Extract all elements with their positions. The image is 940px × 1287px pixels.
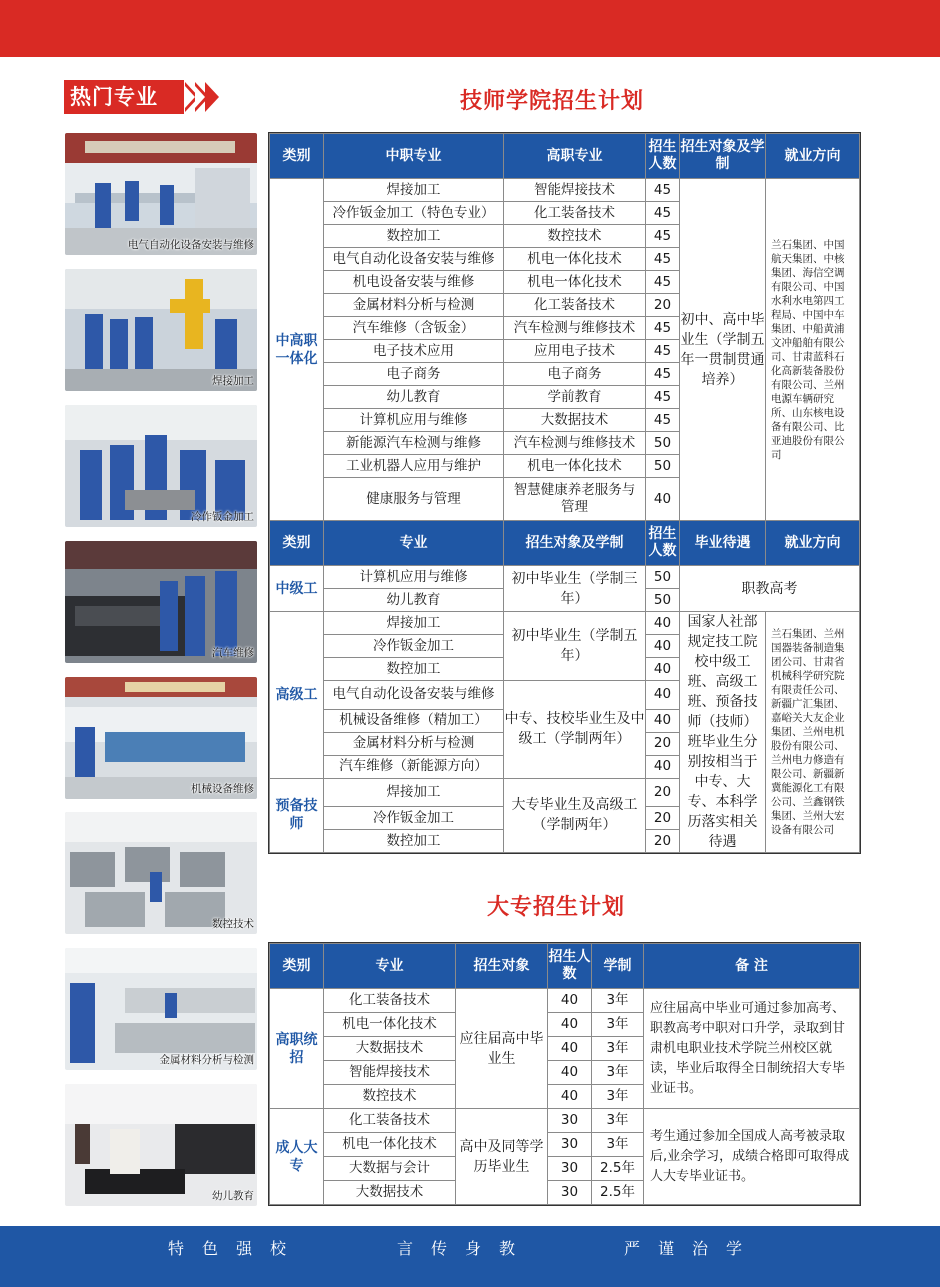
enrollment-count: 40 xyxy=(646,478,680,521)
enrollment-count: 45 xyxy=(646,179,680,202)
enrollment-count: 30 xyxy=(548,1157,592,1181)
enrollment-count: 45 xyxy=(646,202,680,225)
secondary-major: 计算机应用与维修 xyxy=(324,409,504,432)
header-enrollment: 招生人数 xyxy=(646,134,680,179)
enrollment-count: 40 xyxy=(646,612,680,635)
higher-major: 机电一体化技术 xyxy=(504,455,646,478)
category-intermediate: 中级工 xyxy=(270,566,324,612)
higher-major: 化工装备技术 xyxy=(504,294,646,317)
header-enrollment: 招生人数 xyxy=(548,944,592,989)
higher-major: 智能焊接技术 xyxy=(504,179,646,202)
photo-caption: 焊接加工 xyxy=(212,375,254,387)
table-row xyxy=(270,612,860,635)
enrollment-count: 50 xyxy=(646,566,680,589)
major: 冷作钣金加工 xyxy=(324,807,504,830)
category-preparatory-technician: 预备技师 xyxy=(270,778,324,853)
duration: 3年 xyxy=(592,1061,644,1085)
photo-caption: 电气自动化设备安装与维修 xyxy=(128,239,254,251)
enrollment-count: 45 xyxy=(646,363,680,386)
header-employment: 就业方向 xyxy=(766,134,860,179)
employment-direction: 兰石集团、中国航天集团、中核集团、海信空调有限公司、中国水利水电第四工程局、中国中车集团、中船黄浦文冲船舶有限公司、甘肃蓝科石化高新装备股份有限公司、兰州电源车辆研究所、山东核电设备有限公司、比亚迪股份有限公司 xyxy=(766,179,860,521)
enrollment-count: 40 xyxy=(646,709,680,732)
target-students: 中专、技校毕业生及中级工（学制两年） xyxy=(504,681,646,779)
header-target: 招生对象 xyxy=(456,944,548,989)
higher-major: 化工装备技术 xyxy=(504,202,646,225)
header-category: 类别 xyxy=(270,521,324,566)
header-employment: 就业方向 xyxy=(766,521,860,566)
employment-direction: 兰石集团、兰州国器装备制造集团公司、甘肃省机械科学研究院有限责任公司、新疆广汇集团、嘉峪关大友企业集团、兰州电机股份有限公司、兰州电力修造有限公司、新疆新冀能源化工有限公司、兰鑫钢铁集团、兰州大宏设备有限公司 xyxy=(766,612,860,853)
graduate-treatment-mid: 职教高考 xyxy=(680,566,860,612)
tech-college-title: 技师学院招生计划 xyxy=(460,89,645,114)
secondary-major: 新能源汽车检测与维修 xyxy=(324,432,504,455)
secondary-major: 机电设备安装与维修 xyxy=(324,271,504,294)
enrollment-count: 20 xyxy=(646,294,680,317)
badge-label: 热门专业 xyxy=(64,80,184,114)
college-plan-title: 大专招生计划 xyxy=(487,895,626,920)
enrollment-count: 50 xyxy=(646,455,680,478)
duration: 3年 xyxy=(592,1109,644,1133)
secondary-major: 电子技术应用 xyxy=(324,340,504,363)
secondary-major: 数控加工 xyxy=(324,225,504,248)
enrollment-count: 20 xyxy=(646,830,680,853)
enrollment-count: 20 xyxy=(646,807,680,830)
photo-auto-repair xyxy=(65,541,257,663)
table-row xyxy=(270,989,860,1013)
category-vocational: 高职统招 xyxy=(270,989,324,1109)
higher-major: 汽车检测与维修技术 xyxy=(504,432,646,455)
enrollment-count: 50 xyxy=(646,589,680,612)
enrollment-count: 40 xyxy=(548,1085,592,1109)
chevron-gap-icon xyxy=(195,86,205,108)
table-header-row xyxy=(270,521,860,566)
header-target: 招生对象及学制 xyxy=(504,521,646,566)
duration: 3年 xyxy=(592,1037,644,1061)
major: 机电一体化技术 xyxy=(324,1013,456,1037)
enrollment-count: 45 xyxy=(646,225,680,248)
category-integrated: 中高职一体化 xyxy=(270,179,324,521)
secondary-major: 冷作钣金加工（特色专业） xyxy=(324,202,504,225)
major: 汽车维修（新能源方向） xyxy=(324,755,504,778)
major: 大数据与会计 xyxy=(324,1157,456,1181)
header-secondary-major: 中职专业 xyxy=(324,134,504,179)
higher-major: 机电一体化技术 xyxy=(504,271,646,294)
target-students: 大专毕业生及高级工（学制两年） xyxy=(504,778,646,853)
higher-major: 智慧健康养老服务与管理 xyxy=(504,478,646,521)
enrollment-count: 20 xyxy=(646,732,680,755)
header-major: 专业 xyxy=(324,944,456,989)
chevron-right-icon xyxy=(205,82,219,112)
major: 焊接加工 xyxy=(324,778,504,807)
target-students: 高中及同等学历毕业生 xyxy=(456,1109,548,1205)
enrollment-count: 45 xyxy=(646,409,680,432)
secondary-major: 工业机器人应用与维护 xyxy=(324,455,504,478)
duration: 2.5年 xyxy=(592,1157,644,1181)
photo-caption: 幼儿教育 xyxy=(212,1190,254,1202)
enrollment-count: 40 xyxy=(548,1037,592,1061)
major: 金属材料分析与检测 xyxy=(324,732,504,755)
target-students: 初中、高中毕业生（学制五年一贯制贯通培养） xyxy=(680,179,766,521)
major: 大数据技术 xyxy=(324,1037,456,1061)
higher-major: 数控技术 xyxy=(504,225,646,248)
remarks: 应往届高中毕业可通过参加高考、职教高考中职对口升学，录取到甘肃机电职业技术学院兰州校区就读，毕业后取得全日制统招大专毕业证书。 xyxy=(644,989,860,1109)
duration: 3年 xyxy=(592,1085,644,1109)
duration: 3年 xyxy=(592,1133,644,1157)
table-row xyxy=(270,179,860,202)
top-red-band xyxy=(0,0,940,57)
slogan: 特色强校 xyxy=(168,1239,305,1258)
duration: 3年 xyxy=(592,1013,644,1037)
target-students: 初中毕业生（学制五年） xyxy=(504,612,646,681)
enrollment-count: 40 xyxy=(548,989,592,1013)
enrollment-count: 40 xyxy=(646,658,680,681)
header-category: 类别 xyxy=(270,134,324,179)
secondary-major: 金属材料分析与检测 xyxy=(324,294,504,317)
major: 幼儿教育 xyxy=(324,589,504,612)
header-duration: 学制 xyxy=(592,944,644,989)
table-header-row xyxy=(270,944,860,989)
secondary-major: 电气自动化设备安装与维修 xyxy=(324,248,504,271)
major: 智能焊接技术 xyxy=(324,1061,456,1085)
enrollment-count: 50 xyxy=(646,432,680,455)
chevron-gap-icon xyxy=(185,86,195,108)
photo-welding xyxy=(65,269,257,391)
enrollment-count: 30 xyxy=(548,1109,592,1133)
duration: 2.5年 xyxy=(592,1181,644,1205)
tech-college-plan-table xyxy=(269,133,860,853)
category-adult-college: 成人大专 xyxy=(270,1109,324,1205)
secondary-major: 汽车维修（含钣金） xyxy=(324,317,504,340)
slogan: 言传身教 xyxy=(397,1239,534,1258)
photo-machinery xyxy=(65,677,257,799)
major: 机械设备维修（精加工） xyxy=(324,709,504,732)
enrollment-count: 40 xyxy=(548,1013,592,1037)
enrollment-count: 40 xyxy=(646,755,680,778)
major: 大数据技术 xyxy=(324,1181,456,1205)
table-row xyxy=(270,1109,860,1133)
higher-major: 电子商务 xyxy=(504,363,646,386)
photo-cnc xyxy=(65,812,257,934)
secondary-major: 电子商务 xyxy=(324,363,504,386)
enrollment-count: 45 xyxy=(646,386,680,409)
photo-sheet-metal xyxy=(65,405,257,527)
photo-preschool xyxy=(65,1084,257,1206)
table-row xyxy=(270,566,860,589)
higher-major: 应用电子技术 xyxy=(504,340,646,363)
footer-slogans xyxy=(0,1236,940,1260)
major: 化工装备技术 xyxy=(324,989,456,1013)
higher-major: 机电一体化技术 xyxy=(504,248,646,271)
photo-caption: 机械设备维修 xyxy=(191,783,254,795)
photo-metal-analysis xyxy=(65,948,257,1070)
header-treatment: 毕业待遇 xyxy=(680,521,766,566)
remarks: 考生通过参加全国成人高考被录取后,业余学习，成绩合格即可取得成人大专毕业证书。 xyxy=(644,1109,860,1205)
hot-majors-badge xyxy=(64,80,224,114)
photo-caption: 金属材料分析与检测 xyxy=(159,1054,254,1066)
enrollment-count: 45 xyxy=(646,340,680,363)
higher-major: 学前教育 xyxy=(504,386,646,409)
major: 化工装备技术 xyxy=(324,1109,456,1133)
slogan: 严谨治学 xyxy=(624,1239,761,1258)
enrollment-count: 30 xyxy=(548,1181,592,1205)
secondary-major: 健康服务与管理 xyxy=(324,478,504,521)
enrollment-count: 45 xyxy=(646,317,680,340)
higher-major: 汽车检测与维修技术 xyxy=(504,317,646,340)
enrollment-count: 40 xyxy=(646,635,680,658)
major: 机电一体化技术 xyxy=(324,1133,456,1157)
secondary-major: 焊接加工 xyxy=(324,179,504,202)
photo-caption: 汽车维修 xyxy=(212,647,254,659)
enrollment-count: 40 xyxy=(548,1061,592,1085)
photo-caption: 数控技术 xyxy=(212,918,254,930)
photo-electrical-automation xyxy=(65,133,257,255)
header-enrollment: 招生人数 xyxy=(646,521,680,566)
graduate-treatment: 国家人社部规定技工院校中级工班、高级工班、预备技师（技师）班毕业生分别按相当于中专、大专、本科学历落实相关待遇 xyxy=(680,612,766,853)
major: 数控技术 xyxy=(324,1085,456,1109)
table-header-row xyxy=(270,134,860,179)
target-students: 应往届高中毕业生 xyxy=(456,989,548,1109)
target-students: 初中毕业生（学制三年） xyxy=(504,566,646,612)
header-higher-major: 高职专业 xyxy=(504,134,646,179)
secondary-major: 幼儿教育 xyxy=(324,386,504,409)
major: 焊接加工 xyxy=(324,612,504,635)
header-target: 招生对象及学制 xyxy=(680,134,766,179)
major: 数控加工 xyxy=(324,658,504,681)
enrollment-count: 30 xyxy=(548,1133,592,1157)
major: 冷作钣金加工 xyxy=(324,635,504,658)
enrollment-count: 40 xyxy=(646,681,680,710)
enrollment-count: 45 xyxy=(646,271,680,294)
header-category: 类别 xyxy=(270,944,324,989)
category-advanced: 高级工 xyxy=(270,612,324,779)
duration: 3年 xyxy=(592,989,644,1013)
major: 数控加工 xyxy=(324,830,504,853)
major: 电气自动化设备安装与维修 xyxy=(324,681,504,710)
college-plan-table xyxy=(269,943,860,1205)
higher-major: 大数据技术 xyxy=(504,409,646,432)
header-remarks: 备 注 xyxy=(644,944,860,989)
photo-caption: 冷作钣金加工 xyxy=(191,511,254,523)
header-major: 专业 xyxy=(324,521,504,566)
major: 计算机应用与维修 xyxy=(324,566,504,589)
enrollment-count: 45 xyxy=(646,248,680,271)
enrollment-count: 20 xyxy=(646,778,680,807)
